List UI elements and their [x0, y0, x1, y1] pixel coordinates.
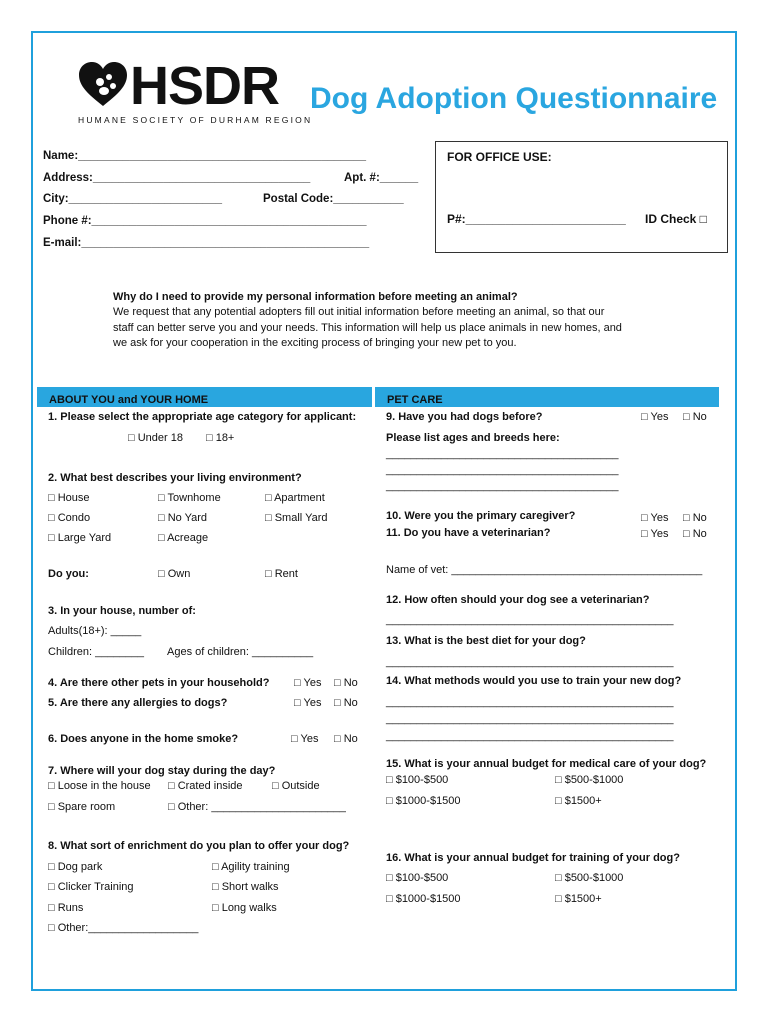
apartment-checkbox[interactable]: □ Apartment [265, 492, 325, 504]
q8-other-field[interactable]: □ Other:__________________ [48, 922, 199, 934]
logo-letters: HSDR [130, 56, 280, 116]
q11-yes-checkbox[interactable]: □ Yes [641, 528, 669, 540]
phone-field[interactable]: Phone #:___________________________________________ [43, 215, 367, 227]
house-checkbox[interactable]: □ House [48, 492, 90, 504]
q10-no-checkbox[interactable]: □ No [683, 512, 707, 524]
q15-100-500-checkbox[interactable]: □ $100-$500 [386, 774, 449, 786]
question-2: 2. What best describes your living environment? [48, 472, 302, 484]
email-field[interactable]: E-mail:_____________________________________________ [43, 237, 370, 249]
outside-checkbox[interactable]: □ Outside [272, 780, 320, 792]
question-15: 15. What is your annual budget for medical care of your dog? [386, 758, 707, 770]
question-7: 7. Where will your dog stay during the day? [48, 765, 276, 777]
id-check-checkbox[interactable]: ID Check □ [645, 212, 707, 226]
own-checkbox[interactable]: □ Own [158, 568, 191, 580]
intro-line: staff can better serve you and your needs. This information will help us place animals in new homes, and [113, 322, 622, 334]
breeds-line-1[interactable]: ______________________________________ [386, 448, 619, 460]
section-header-pet-care [375, 387, 719, 407]
question-13: 13. What is the best diet for your dog? [386, 635, 586, 647]
question-12: 12. How often should your dog see a veterinarian? [386, 594, 650, 606]
condo-checkbox[interactable]: □ Condo [48, 512, 91, 524]
loose-in-house-checkbox[interactable]: □ Loose in the house [48, 780, 151, 792]
runs-checkbox[interactable]: □ Runs [48, 902, 84, 914]
question-4: 4. Are there other pets in your household? [48, 677, 270, 689]
q15-1000-1500-checkbox[interactable]: □ $1000-$1500 [386, 795, 461, 807]
over-18-checkbox[interactable]: □ 18+ [206, 432, 235, 444]
postal-code-field[interactable]: Postal Code:___________ [263, 193, 404, 205]
question-10: 10. Were you the primary caregiver? [386, 510, 576, 522]
q11-no-checkbox[interactable]: □ No [683, 528, 707, 540]
rent-checkbox[interactable]: □ Rent [265, 568, 298, 580]
q4-yes-checkbox[interactable]: □ Yes [294, 677, 322, 689]
q5-yes-checkbox[interactable]: □ Yes [294, 697, 322, 709]
breeds-line-3[interactable]: ______________________________________ [386, 480, 619, 492]
heart-paw-logo-icon [78, 62, 128, 108]
q6-no-checkbox[interactable]: □ No [334, 733, 358, 745]
city-field[interactable]: City:________________________ [43, 193, 223, 205]
q16-500-1000-checkbox[interactable]: □ $500-$1000 [555, 872, 624, 884]
q12-answer-line[interactable]: _______________________________________________ [386, 614, 674, 626]
small-yard-checkbox[interactable]: □ Small Yard [265, 512, 328, 524]
vet-name-field[interactable]: Name of vet: _________________________________________ [386, 564, 703, 576]
apt-field[interactable]: Apt. #:______ [344, 172, 419, 184]
q16-1000-1500-checkbox[interactable]: □ $1000-$1500 [386, 893, 461, 905]
intro-line: We request that any potential adopters fill out initial information before meeting an animal, so that our [113, 306, 605, 318]
breeds-line-2[interactable]: ______________________________________ [386, 464, 619, 476]
address-field[interactable]: Address:__________________________________ [43, 172, 311, 184]
under-18-checkbox[interactable]: □ Under 18 [128, 432, 183, 444]
office-use-title: FOR OFFICE USE: [447, 150, 552, 164]
intro-heading: Why do I need to provide my personal information before meeting an animal? [113, 291, 518, 303]
short-walks-checkbox[interactable]: □ Short walks [212, 881, 279, 893]
page-title: Dog Adoption Questionnaire [310, 82, 718, 115]
do-you-label: Do you: [48, 568, 89, 580]
question-14: 14. What methods would you use to train your new dog? [386, 675, 682, 687]
q7-other-field[interactable]: □ Other: ______________________ [168, 801, 346, 813]
adults-field[interactable]: Adults(18+): _____ [48, 625, 142, 637]
question-3: 3. In your house, number of: [48, 605, 196, 617]
section-title: ABOUT YOU and YOUR HOME [49, 394, 209, 406]
q15-1500-plus-checkbox[interactable]: □ $1500+ [555, 795, 602, 807]
question-5: 5. Are there any allergies to dogs? [48, 697, 228, 709]
clicker-training-checkbox[interactable]: □ Clicker Training [48, 881, 134, 893]
q10-yes-checkbox[interactable]: □ Yes [641, 512, 669, 524]
q16-1500-plus-checkbox[interactable]: □ $1500+ [555, 893, 602, 905]
q14-answer-line-3[interactable]: _______________________________________________ [386, 730, 674, 742]
dog-park-checkbox[interactable]: □ Dog park [48, 861, 103, 873]
children-field[interactable]: Children: ________ [48, 646, 145, 658]
question-16: 16. What is your annual budget for training of your dog? [386, 852, 680, 864]
q15-500-1000-checkbox[interactable]: □ $500-$1000 [555, 774, 624, 786]
q14-answer-line-2[interactable]: _______________________________________________ [386, 713, 674, 725]
question-1: 1. Please select the appropriate age category for applicant: [48, 411, 357, 423]
q14-answer-line-1[interactable]: _______________________________________________ [386, 696, 674, 708]
list-ages-breeds-label: Please list ages and breeds here: [386, 432, 560, 444]
crated-inside-checkbox[interactable]: □ Crated inside [168, 780, 243, 792]
question-6: 6. Does anyone in the home smoke? [48, 733, 239, 745]
question-9: 9. Have you had dogs before? [386, 411, 543, 423]
section-title: PET CARE [387, 394, 443, 406]
logo-subtitle: HUMANE SOCIETY OF DURHAM REGION [78, 115, 313, 125]
long-walks-checkbox[interactable]: □ Long walks [212, 902, 277, 914]
agility-training-checkbox[interactable]: □ Agility training [212, 861, 290, 873]
acreage-checkbox[interactable]: □ Acreage [158, 532, 209, 544]
q9-yes-checkbox[interactable]: □ Yes [641, 411, 669, 423]
townhome-checkbox[interactable]: □ Townhome [158, 492, 221, 504]
question-8: 8. What sort of enrichment do you plan to offer your dog? [48, 840, 350, 852]
q13-answer-line[interactable]: _______________________________________________ [386, 656, 674, 668]
question-11: 11. Do you have a veterinarian? [386, 527, 551, 539]
p-number-field[interactable]: P#:________________________ [447, 212, 626, 226]
q4-no-checkbox[interactable]: □ No [334, 677, 358, 689]
q9-no-checkbox[interactable]: □ No [683, 411, 707, 423]
ages-of-children-field[interactable]: Ages of children: __________ [167, 646, 314, 658]
section-header-about-you [37, 387, 372, 407]
spare-room-checkbox[interactable]: □ Spare room [48, 801, 116, 813]
q16-100-500-checkbox[interactable]: □ $100-$500 [386, 872, 449, 884]
large-yard-checkbox[interactable]: □ Large Yard [48, 532, 112, 544]
name-field[interactable]: Name:_____________________________________________ [43, 150, 366, 162]
q5-no-checkbox[interactable]: □ No [334, 697, 358, 709]
intro-line: we ask for your cooperation in the exciting process of bringing your new pet to you. [113, 337, 517, 349]
no-yard-checkbox[interactable]: □ No Yard [158, 512, 208, 524]
q6-yes-checkbox[interactable]: □ Yes [291, 733, 319, 745]
